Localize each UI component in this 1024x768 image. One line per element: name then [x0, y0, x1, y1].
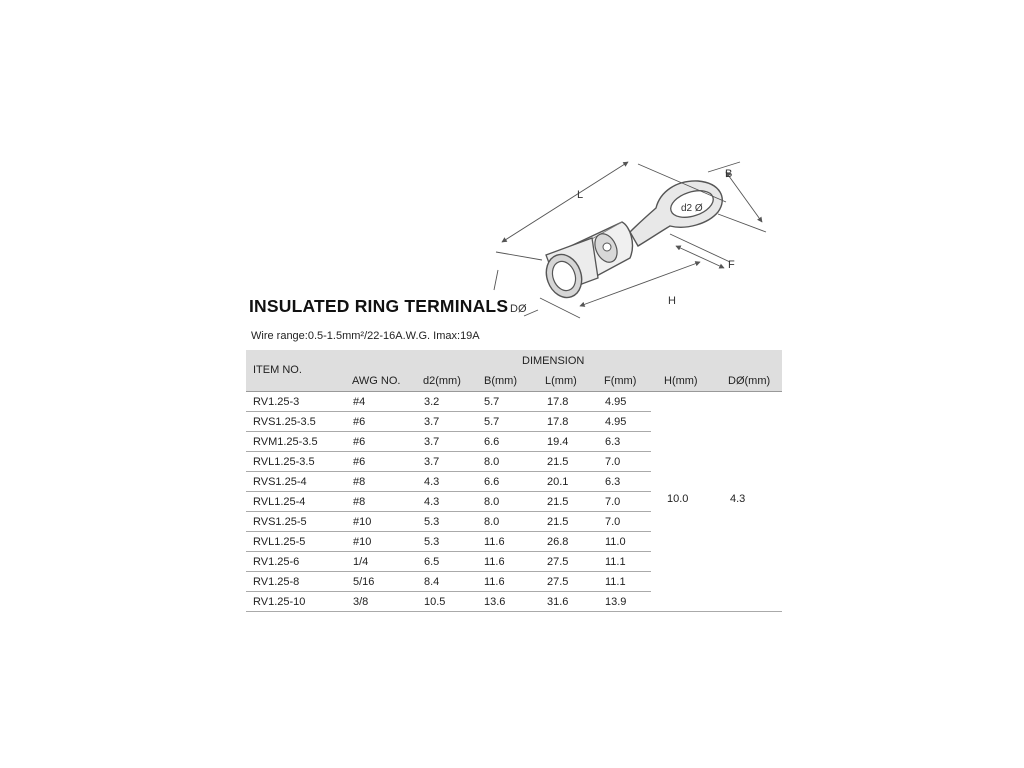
cell-f: 6.3: [605, 436, 621, 448]
cell-l: 31.6: [547, 596, 569, 608]
cell-b: 5.7: [484, 396, 500, 408]
cell-l: 21.5: [547, 456, 569, 468]
cell-b: 11.6: [484, 556, 505, 568]
cell-d2: 5.3: [424, 516, 440, 528]
header-l: L(mm): [545, 375, 577, 387]
spec-table: [246, 350, 782, 612]
cell-l: 27.5: [547, 556, 569, 568]
cell-awg: #6: [353, 416, 366, 428]
table-row: [246, 552, 782, 572]
cell-awg: #8: [353, 476, 366, 488]
cell-b: 8.0: [484, 456, 500, 468]
cell-b: 5.7: [484, 416, 500, 428]
cell-awg: #6: [353, 456, 366, 468]
header-dimension: DIMENSION: [522, 355, 585, 367]
header-d2: d2(mm): [423, 375, 461, 387]
header-awg: AWG NO.: [352, 375, 401, 387]
cell-b: 6.6: [484, 476, 500, 488]
table-row: [246, 412, 782, 432]
table-row: [246, 432, 782, 452]
cell-d2: 6.5: [424, 556, 440, 568]
cell-item: RV1.25-10: [253, 596, 306, 608]
cell-item: RV1.25-8: [253, 576, 300, 588]
cell-b: 11.6: [484, 576, 505, 588]
label-h: H: [668, 295, 676, 307]
header-b: B(mm): [484, 375, 517, 387]
table-row: [246, 392, 782, 412]
cell-f: 7.0: [605, 456, 621, 468]
header-d: DØ(mm): [728, 375, 771, 387]
cell-awg: #6: [353, 436, 366, 448]
cell-awg: 3/8: [353, 596, 369, 608]
table-row: [246, 572, 782, 592]
cell-d2: 4.3: [424, 476, 440, 488]
cell-d2: 3.7: [424, 416, 440, 428]
cell-f: 7.0: [605, 516, 621, 528]
ring-terminal-diagram: [480, 150, 780, 330]
cell-f: 4.95: [605, 396, 627, 408]
label-l: L: [577, 189, 584, 201]
cell-item: RVS1.25-3.5: [253, 416, 316, 428]
cell-l: 21.5: [547, 496, 569, 508]
merged-h-value: 10.0: [667, 493, 689, 505]
cell-l: 26.8: [547, 536, 569, 548]
cell-b: 8.0: [484, 516, 500, 528]
table-row: [246, 452, 782, 472]
table-row: [246, 592, 782, 612]
page-title: INSULATED RING TERMINALS: [249, 296, 509, 316]
cell-d2: 5.3: [424, 536, 440, 548]
cell-l: 21.5: [547, 516, 569, 528]
header-item-no: ITEM NO.: [253, 364, 302, 376]
header-h: H(mm): [664, 375, 698, 387]
table-row: [246, 512, 782, 532]
table-row: [246, 472, 782, 492]
label-b: B: [725, 168, 733, 180]
cell-item: RVL1.25-4: [253, 496, 306, 508]
cell-l: 27.5: [547, 576, 569, 588]
cell-item: RVS1.25-4: [253, 476, 307, 488]
cell-d2: 4.3: [424, 496, 440, 508]
cell-b: 6.6: [484, 436, 500, 448]
cell-d2: 8.4: [424, 576, 440, 588]
cell-item: RVM1.25-3.5: [253, 436, 318, 448]
cell-f: 7.0: [605, 496, 621, 508]
wire-range-note: Wire range:0.5-1.5mm²/22-16A.W.G. Imax:19A: [251, 330, 480, 342]
table-row: [246, 532, 782, 552]
cell-b: 11.6: [484, 536, 505, 548]
cell-awg: 5/16: [353, 576, 375, 588]
cell-l: 19.4: [547, 436, 569, 448]
cell-awg: #10: [353, 516, 372, 528]
cell-f: 13.9: [605, 596, 627, 608]
cell-f: 11.1: [605, 576, 626, 588]
cell-d2: 3.7: [424, 456, 440, 468]
insulation-sleeve: [541, 222, 633, 302]
cell-f: 11.0: [605, 536, 626, 548]
cell-item: RVS1.25-5: [253, 516, 307, 528]
cell-awg: #4: [353, 396, 366, 408]
cell-l: 17.8: [547, 416, 569, 428]
merged-d-value: 4.3: [730, 493, 746, 505]
cell-item: RVL1.25-3.5: [253, 456, 315, 468]
cell-l: 20.1: [547, 476, 569, 488]
cell-d2: 10.5: [424, 596, 446, 608]
table-row: [246, 492, 782, 512]
label-d2: d2 Ø: [681, 203, 703, 214]
cell-awg: #8: [353, 496, 366, 508]
cell-f: 6.3: [605, 476, 621, 488]
cell-item: RV1.25-3: [253, 396, 300, 408]
ring-tongue: [630, 181, 722, 246]
cell-awg: 1/4: [353, 556, 369, 568]
cell-l: 17.8: [547, 396, 569, 408]
cell-f: 11.1: [605, 556, 626, 568]
label-d: DØ: [510, 303, 527, 315]
cell-item: RVL1.25-5: [253, 536, 306, 548]
cell-item: RV1.25-6: [253, 556, 300, 568]
cell-d2: 3.7: [424, 436, 440, 448]
cell-awg: #10: [353, 536, 372, 548]
cell-b: 13.6: [484, 596, 506, 608]
label-f: F: [728, 259, 735, 271]
cell-d2: 3.2: [424, 396, 440, 408]
header-f: F(mm): [604, 375, 637, 387]
cell-b: 8.0: [484, 496, 500, 508]
cell-f: 4.95: [605, 416, 627, 428]
